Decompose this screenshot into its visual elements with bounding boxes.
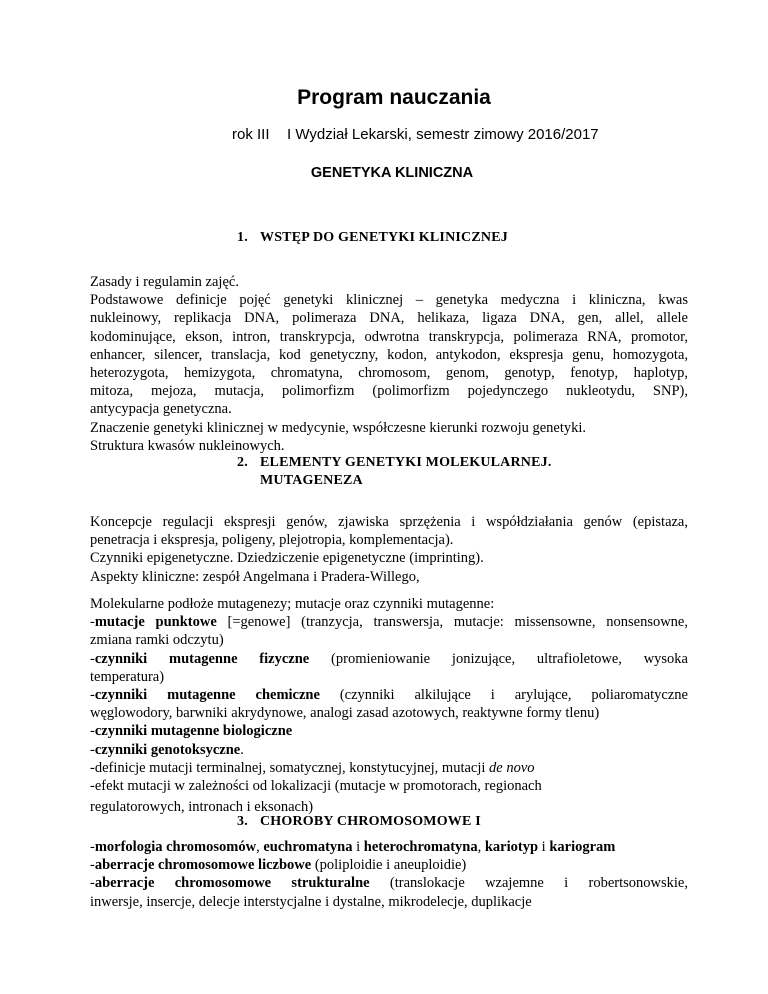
structural-aberrations-line-2: inwersje, insercje, delecje interstycjalne i dystalne, mikrodelecje, duplikacje — [90, 893, 532, 910]
mutagenesis-intro: Molekularne podłoże mutagenezy; mutacje oraz czynniki mutagenne: — [90, 596, 495, 612]
section-2-title-line-2: MUTAGENEZA — [260, 473, 363, 488]
biological-mutagens-line: -czynniki mutagenne biologiczne — [90, 723, 293, 740]
section-2-line: Czynniki epigenetyczne. Dziedziczenie epigenetyczne (imprinting). — [90, 550, 484, 567]
section-1-line: Podstawowe definicje pojęć genetyki klinicznej – genetyka medyczna i kliniczna, kwas — [90, 292, 688, 309]
section-2-intro — [90, 513, 688, 586]
section-2-line: penetracja i ekspresja, poligeny, plejotropia, komplementacja). — [90, 532, 454, 549]
section-3-title: CHOROBY CHROMOSOMOWE I — [260, 814, 481, 829]
section-1-line: Znaczenie genetyki klinicznej w medycynie, współczesne kierunki rozwoju genetyki. — [90, 419, 587, 436]
physical-mutagens-line: -czynniki mutagenne fizyczne (promieniowanie jonizujące, ultrafioletowe, wysoka — [90, 650, 688, 667]
chemical-mutagens-line: -czynniki mutagenne chemiczne (czynniki alkilujące i arylujące, poliaromatyczne — [90, 687, 688, 704]
section-1-line: nukleinowy, replikacja DNA, polimeraza DNA, helikaza, ligaza DNA, gen, allel, allele — [90, 310, 688, 327]
section-2-mutagenesis — [90, 595, 688, 816]
section-2-number: 2. — [237, 455, 248, 470]
point-mutations-line-2: zmiana ramki odczytu) — [90, 632, 224, 649]
section-1-line: antycypacja genetyczna. — [90, 401, 232, 418]
course-faculty-semester: I Wydział Lekarski, semestr zimowy 2016/2017 — [287, 126, 599, 143]
numerical-aberrations-line: -aberracje chromosomowe liczbowe (poliploidie i aneuploidie) — [90, 857, 467, 874]
section-3-body — [90, 838, 688, 911]
chromosome-morphology-line: -morfologia chromosomów, euchromatyna i heterochromatyna, kariotyp i kariogram — [90, 839, 616, 855]
page-title: Program nauczania — [297, 86, 491, 109]
mutation-effect-line: -efekt mutacji w zależności od lokalizacji (mutacje w promotorach, regionach — [90, 778, 542, 795]
subject-title: GENETYKA KLINICZNA — [310, 165, 474, 181]
section-1-title: WSTĘP DO GENETYKI KLINICZNEJ — [260, 230, 508, 245]
numerical-aberrations-term: aberracje chromosomowe liczbowe — [94, 857, 312, 874]
de-novo-term: de novo — [489, 759, 535, 776]
genotoxic-factors-line: -czynniki genotoksyczne. — [90, 741, 244, 758]
section-1-line: mitoza, mejoza, mutacja, polimorfizm (polimorfizm pojedynczego nukleotydu, SNP), — [90, 383, 688, 400]
section-2-line: Koncepcje regulacji ekspresji genów, zjawiska sprzężenia i współdziałania genów (epistaza, — [90, 514, 688, 530]
section-3-number: 3. — [237, 814, 248, 829]
section-2-title-line-1: ELEMENTY GENETYKI MOLEKULARNEJ. — [260, 455, 552, 470]
mutation-effect-line-2: regulatorowych, intronach i eksonach) — [90, 799, 314, 816]
mutation-definitions-line: -definicje mutacji terminalnej, somatycznej, konstytucyjnej, mutacji de novo — [90, 759, 535, 776]
course-year: rok III — [232, 126, 270, 143]
genotoxic-factors-term: czynniki genotoksyczne — [94, 741, 241, 758]
chemical-mutagens-line-2: węglowodory, barwniki akrydynowe, analogi zasad azotowych, reaktywne formy tlenu) — [90, 705, 600, 722]
chemical-mutagens-term: czynniki mutagenne chemiczne — [94, 687, 320, 704]
physical-mutagens-line-2: temperatura) — [90, 668, 165, 685]
section-1-line: heterozygota, hemizygota, chromatyna, chromosom, genom, genotyp, fenotyp, haplotyp, — [90, 365, 688, 382]
structural-aberrations-term: aberracje chromosomowe strukturalne — [94, 875, 370, 892]
point-mutations-line: -mutacje punktowe [=genowe] (tranzycja, transwersja, mutacje: missensowne, nonsensowne, — [90, 614, 688, 631]
section-1-number: 1. — [237, 230, 248, 245]
section-1-line: Zasady i regulamin zajęć. — [90, 274, 239, 290]
section-1-line: kodominujące, ekson, intron, transkrypcja, odwrotna transkrypcja, polimeraza RNA, promotor, — [90, 328, 688, 345]
biological-mutagens-term: czynniki mutagenne biologiczne — [94, 723, 293, 740]
section-1-body — [90, 273, 688, 455]
point-mutations-term: mutacje punktowe — [94, 614, 217, 631]
physical-mutagens-term: czynniki mutagenne fizyczne — [94, 650, 310, 667]
section-1-line: Struktura kwasów nukleinowych. — [90, 437, 285, 454]
section-1-line: enhancer, silencer, translacja, kod genetyczny, kodon, antykodon, ekspresja genu, homozygota, — [90, 346, 688, 363]
section-2-line: Aspekty kliniczne: zespół Angelmana i Pradera-Willego, — [90, 568, 420, 585]
structural-aberrations-line: -aberracje chromosomowe strukturalne (translokacje wzajemne i robertsonowskie, — [90, 875, 688, 892]
